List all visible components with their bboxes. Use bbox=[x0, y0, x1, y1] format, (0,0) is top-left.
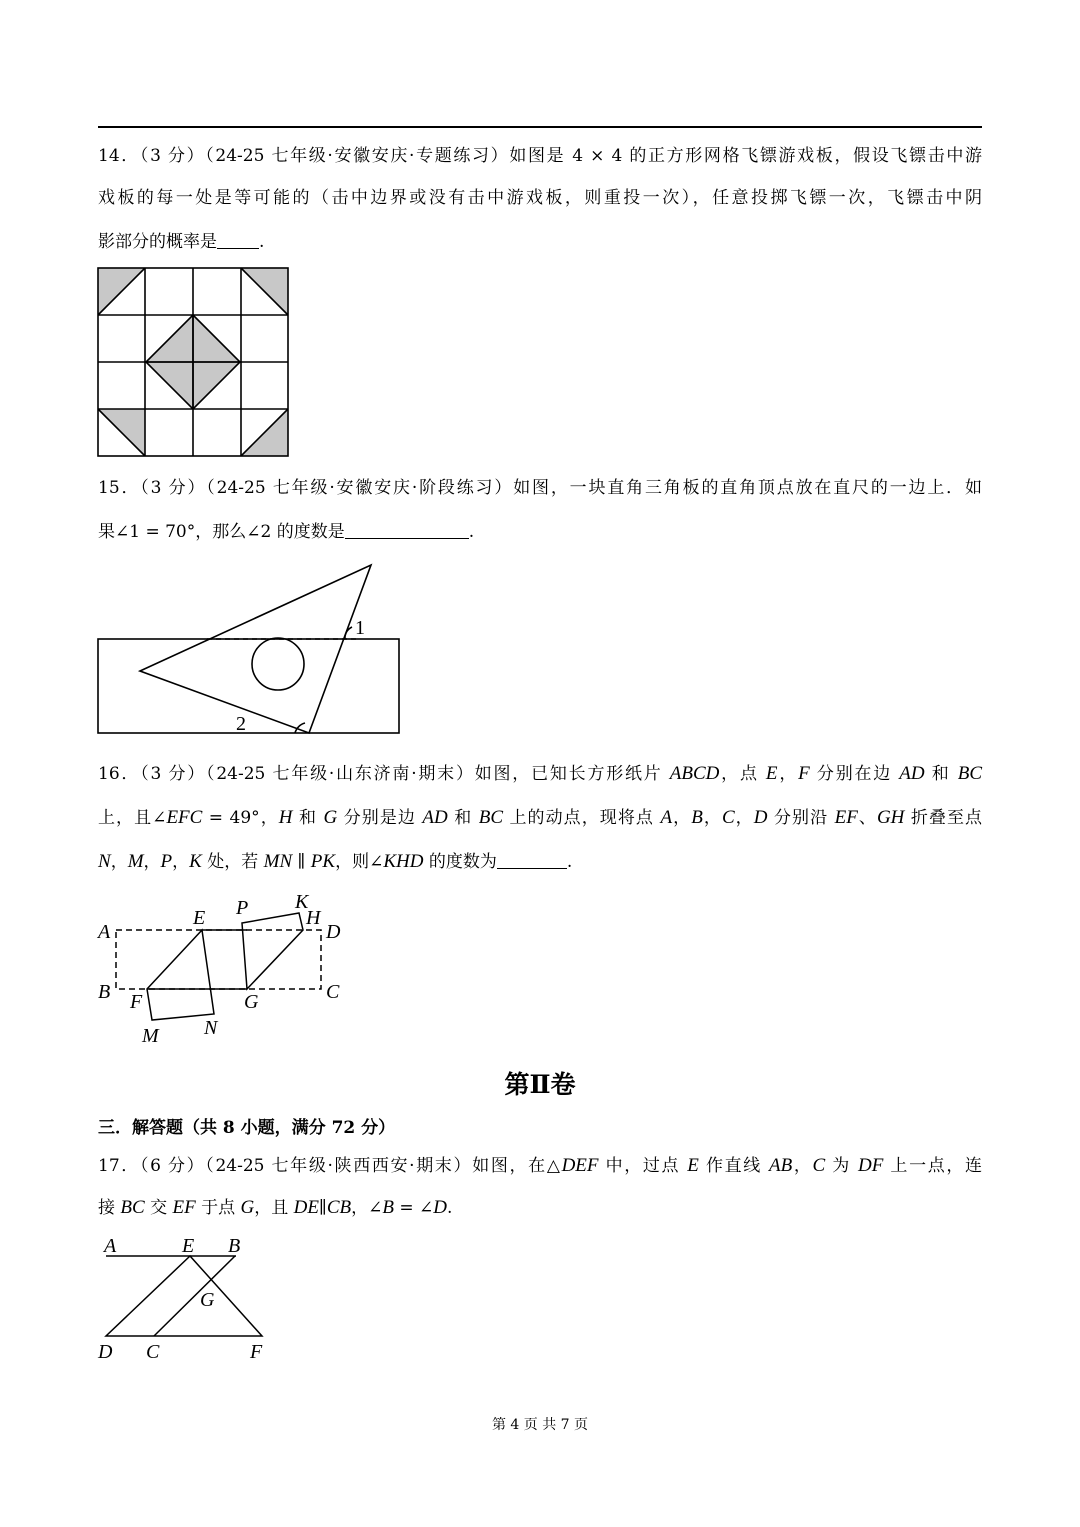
math-var: H bbox=[278, 807, 293, 828]
q16-text: ， bbox=[734, 808, 754, 828]
math-var: MN bbox=[263, 851, 293, 872]
q16-text: ， bbox=[143, 852, 161, 872]
q16-line1 bbox=[98, 762, 982, 786]
math-var: KHD bbox=[383, 851, 424, 872]
q15-period: . bbox=[468, 522, 475, 542]
q16-text: 和 bbox=[454, 808, 473, 828]
q16-text: ∥ bbox=[292, 852, 311, 872]
point-label: G bbox=[200, 1289, 215, 1311]
math-var: CB bbox=[326, 1197, 352, 1218]
q16-text: ， bbox=[777, 764, 799, 784]
q16-text: 、 bbox=[857, 808, 877, 828]
point-label: D bbox=[98, 1341, 113, 1363]
math-var: BC bbox=[120, 1197, 145, 1218]
q17-text: 为 bbox=[832, 1156, 851, 1176]
math-var: B bbox=[382, 1197, 394, 1218]
math-var: P bbox=[160, 851, 173, 872]
folded-rectangle-figure bbox=[92, 888, 354, 1048]
math-var: BC bbox=[478, 807, 504, 828]
math-var: AB bbox=[769, 1155, 793, 1176]
q16-text: 和 bbox=[931, 764, 951, 784]
math-var: EF bbox=[172, 1197, 196, 1218]
q17-text: ，∠ bbox=[351, 1198, 383, 1218]
point-label: D bbox=[326, 921, 341, 943]
folded-flap-left bbox=[147, 930, 214, 1020]
math-var: C bbox=[721, 807, 735, 828]
answer-blank bbox=[497, 850, 567, 869]
q16-period: . bbox=[566, 852, 573, 872]
q14-line3-text: 影部分的概率是 bbox=[98, 232, 217, 252]
q16-text: 处，若 bbox=[207, 852, 259, 872]
q16-text: 分别是边 bbox=[343, 808, 416, 828]
q16-text: 的度数为 bbox=[428, 852, 497, 872]
q15-line2-text: 果∠1 = 70°，那么∠2 的度数是 bbox=[98, 522, 345, 542]
q17-text: 接 bbox=[98, 1198, 115, 1218]
answer-blank bbox=[217, 230, 259, 249]
math-var: A bbox=[660, 807, 673, 828]
q16-text: ， bbox=[172, 852, 190, 872]
angle-label-2: 2 bbox=[236, 713, 246, 735]
angle-label-1: 1 bbox=[355, 617, 365, 639]
set-square bbox=[140, 565, 371, 733]
math-var: G bbox=[240, 1197, 255, 1218]
q17-text: ，且 bbox=[254, 1198, 289, 1218]
dartboard-grid-figure bbox=[97, 267, 291, 459]
q14-line3 bbox=[98, 230, 982, 254]
q16-line2 bbox=[98, 806, 982, 830]
point-label: M bbox=[142, 1025, 159, 1047]
point-label: A bbox=[98, 921, 111, 943]
math-var: D bbox=[753, 807, 768, 828]
point-label: C bbox=[326, 981, 340, 1003]
q16-line3 bbox=[98, 850, 982, 874]
math-var: DF bbox=[858, 1155, 884, 1176]
folded-flap-right bbox=[242, 913, 303, 989]
q14-line2: 戏板的每一处是等可能的（击中边界或没有击中游戏板，则重投一次），任意投掷飞镖一次，飞镖击中阴 bbox=[98, 188, 982, 208]
q16-text: 分别沿 bbox=[773, 808, 829, 828]
q14-period: . bbox=[259, 232, 265, 252]
q16-text: ， bbox=[702, 808, 722, 828]
q16-text: 和 bbox=[298, 808, 318, 828]
math-var: B bbox=[691, 807, 703, 828]
math-var: E bbox=[765, 763, 778, 784]
q16-text: ，点 bbox=[719, 764, 759, 784]
math-var: DE bbox=[293, 1197, 319, 1218]
point-label: H bbox=[306, 907, 321, 929]
q16-text: ，则∠ bbox=[335, 852, 384, 872]
q16-text: 折叠至点 bbox=[910, 808, 983, 828]
q17-text: ∥ bbox=[319, 1198, 327, 1218]
q16-text: ， bbox=[110, 852, 128, 872]
math-var: AD bbox=[899, 763, 925, 784]
q17-text: 交 bbox=[150, 1198, 168, 1218]
q17-text: 17．（6 分）（24-25 七年级·陕西西安·期末）如图，在△ bbox=[98, 1156, 562, 1176]
q16-text: 分别在边 bbox=[816, 764, 893, 784]
math-var: DEF bbox=[561, 1155, 599, 1176]
triangle-def-figure bbox=[96, 1234, 276, 1364]
math-var: K bbox=[189, 851, 202, 872]
point-label: F bbox=[130, 991, 143, 1013]
point-label: P bbox=[236, 897, 249, 919]
math-var: N bbox=[98, 851, 111, 872]
point-label: B bbox=[98, 981, 111, 1003]
math-var: PK bbox=[310, 851, 336, 872]
math-var: E bbox=[687, 1155, 699, 1176]
math-var: M bbox=[127, 851, 144, 872]
q14-line1: 14．（3 分）（24-25 七年级·安徽安庆·专题练习）如图是 4 × 4 的正方形网格飞镖游戏板，假设飞镖击中游 bbox=[98, 146, 982, 166]
triangle-ruler-figure bbox=[96, 560, 406, 738]
rectangle-abcd-dashed bbox=[116, 930, 321, 989]
q17-text: . bbox=[447, 1198, 453, 1218]
math-var: D bbox=[433, 1197, 448, 1218]
answer-blank bbox=[345, 520, 469, 539]
q15-line2 bbox=[98, 520, 982, 544]
math-var: EFC bbox=[166, 807, 203, 828]
q16-text: ， bbox=[672, 808, 692, 828]
point-label: A bbox=[104, 1235, 117, 1257]
q15-line1: 15．（3 分）（24-25 七年级·安徽安庆·阶段练习）如图，一块直角三角板的直角顶点放在直尺的一边上．如 bbox=[98, 478, 982, 498]
q17-text: 于点 bbox=[201, 1198, 236, 1218]
q16-text: 16．（3 分）（24-25 七年级·山东济南·期末）如图，已知长方形纸片 bbox=[98, 764, 663, 784]
q17-text: 中，过点 bbox=[605, 1156, 681, 1176]
point-label: B bbox=[228, 1235, 241, 1257]
set-square-hole bbox=[252, 638, 304, 690]
point-label: K bbox=[295, 891, 309, 913]
q17-text: ， bbox=[792, 1156, 813, 1176]
math-var: G bbox=[323, 807, 338, 828]
q16-text: 上，且∠ bbox=[98, 808, 167, 828]
section-heading: 三．解答题（共 8 小题，满分 72 分） bbox=[98, 1118, 396, 1138]
math-var: F bbox=[798, 763, 810, 784]
q17-text: 上一点，连 bbox=[890, 1156, 983, 1176]
point-label: C bbox=[146, 1341, 160, 1363]
page-footer: 第 4 页 共 7 页 bbox=[491, 1417, 589, 1433]
math-var: GH bbox=[876, 807, 905, 828]
q17-text: 作直线 bbox=[705, 1156, 762, 1176]
point-label: E bbox=[182, 1235, 195, 1257]
section-title: 第Ⅱ卷 bbox=[504, 1070, 576, 1099]
triangle-def bbox=[106, 1256, 262, 1336]
q17-text: = ∠ bbox=[394, 1198, 434, 1218]
q16-text: = 49°， bbox=[202, 808, 279, 828]
math-var: ABCD bbox=[669, 763, 720, 784]
math-var: AD bbox=[422, 807, 448, 828]
point-label: G bbox=[244, 991, 259, 1013]
math-var: EF bbox=[834, 807, 858, 828]
math-var: C bbox=[812, 1155, 826, 1176]
q16-text: 上的动点，现将点 bbox=[509, 808, 654, 828]
q17-line1 bbox=[98, 1154, 982, 1178]
point-label: N bbox=[204, 1017, 218, 1039]
q17-line2 bbox=[98, 1196, 982, 1220]
header-rule bbox=[98, 126, 982, 128]
math-var: BC bbox=[957, 763, 983, 784]
point-label: F bbox=[250, 1341, 263, 1363]
point-label: E bbox=[193, 907, 206, 929]
ruler bbox=[98, 639, 399, 733]
